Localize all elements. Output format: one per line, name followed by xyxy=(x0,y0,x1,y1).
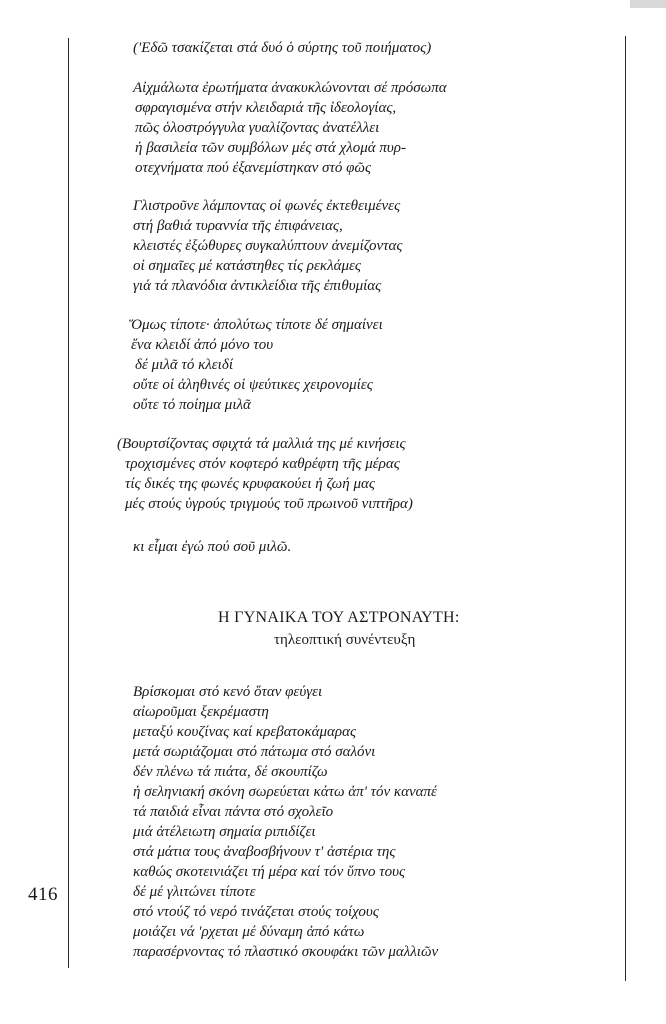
poem-line: γιά τά πλανόδια ἀντικλείδια τῆς ἐπιθυμίας xyxy=(133,278,382,294)
poem-line: κλειστές ἐξώθυρες συγκαλύπτουν ἀνεμίζοντας xyxy=(133,238,403,254)
poem-line: τίς δικές της φωνές κρυφακούει ἡ ζωή μας xyxy=(125,476,375,492)
poem-line: οὔτε οἱ ἀληθινές οἱ ψεύτικες χειρονομίες xyxy=(133,377,373,393)
poem-line: σφραγισμένα στήν κλειδαριά τῆς ἰδεολογίας, xyxy=(135,100,397,116)
poem-line: μές στούς ὑγρούς τριγμούς τοῦ πρωινοῦ νιπτῆρα) xyxy=(125,496,413,512)
poem-line: δέν πλένω τά πιάτα, δέ σκουπίζω xyxy=(133,764,328,780)
poem-line: στά μάτια τους ἀναβοσβήνουν τ' ἀστέρια της xyxy=(133,844,396,860)
poem-line: ('Εδῶ τσακίζεται στά δυό ὁ σύρτης τοῦ ποιήματος) xyxy=(133,40,432,56)
poem-line: ἡ σεληνιακή σκόνη σωρεύεται κάτω ἀπ' τόν καναπέ xyxy=(133,784,437,800)
poem-line: Αἰχμάλωτα ἐρωτήματα ἀνακυκλώνονται σέ πρόσωπα xyxy=(133,80,447,96)
poem-line: Βρίσκομαι στό κενό ὅταν φεύγει xyxy=(133,684,323,700)
corner-mark xyxy=(630,0,666,8)
poem-line: ἕνα κλειδί ἀπό μόνο του xyxy=(131,337,274,353)
poem-line: μιά ἀτέλειωτη σημαία ριπιδίζει xyxy=(133,824,316,840)
poem-line: μοιάζει νά 'ρχεται μέ δύναμη ἀπό κάτω xyxy=(133,924,365,940)
poem-line: Γλιστροῦνε λάμποντας οἱ φωνές ἐκτεθειμένες xyxy=(133,198,401,214)
poem-line: στή βαθιά τυραννία τῆς ἐπιφάνειας, xyxy=(133,218,343,234)
poem-line: μετά σωριάζομαι στό πάτωμα στό σαλόνι xyxy=(133,744,376,760)
poem-line: Ὅμως τίποτε· ἀπολύτως τίποτε δέ σημαίνει xyxy=(129,317,383,333)
poem-line: ἡ βασιλεία τῶν συμβόλων μές στά χλομά πυρ- xyxy=(135,140,406,156)
poem-line: τροχισμένες στόν κοφτερό καθρέφτη τῆς μέρας xyxy=(125,456,400,472)
page-number: 416 xyxy=(28,884,58,905)
left-margin-rule xyxy=(68,38,69,968)
poem-title: Η ΓΥΝΑΙΚΑ ΤΟΥ ΑΣΤΡΟΝΑΥΤΗ: xyxy=(218,609,460,626)
poem-line: πῶς ὁλοστρόγγυλα γυαλίζοντας ἀνατέλλει xyxy=(135,120,380,136)
poem-line: καθώς σκοτεινιάζει τή μέρα καί τόν ὕπνο τους xyxy=(133,864,406,880)
poem-line: στό ντούζ τό νερό τινάζεται στούς τοίχους xyxy=(133,904,379,920)
poem-line: (Βουρτσίζοντας σφιχτά τά μαλλιά της μέ κινήσεις xyxy=(117,436,406,452)
poem-line: οτεχνήματα πού ἐξανεμίστηκαν στό φῶς xyxy=(135,160,372,176)
poem-line: μεταξύ κουζίνας καί κρεβατοκάμαρας xyxy=(133,724,357,740)
poem-line: αἰωροῦμαι ξεκρέμαστη xyxy=(133,704,269,720)
poem-line: οἱ σημαῖες μέ κατάστηθες τίς ρεκλάμες xyxy=(133,258,361,274)
poem-line: κι εἶμαι ἐγώ πού σοῦ μιλῶ. xyxy=(133,539,292,555)
poem-line: παρασέρνοντας τό πλαστικό σκουφάκι τῶν μαλλιῶν xyxy=(133,944,439,960)
poem-line: οὔτε τό ποίημα μιλᾶ xyxy=(133,397,251,413)
poem-line: δέ μέ γλιτώνει τίποτε xyxy=(133,884,256,900)
poem-line: δέ μιλᾶ τό κλειδί xyxy=(135,357,233,373)
right-margin-rule xyxy=(625,36,626,981)
poem-line: τά παιδιά εἶναι πάντα στό σχολεῖο xyxy=(133,804,334,820)
poem-subtitle: τηλεοπτική συνέντευξη xyxy=(274,632,416,648)
